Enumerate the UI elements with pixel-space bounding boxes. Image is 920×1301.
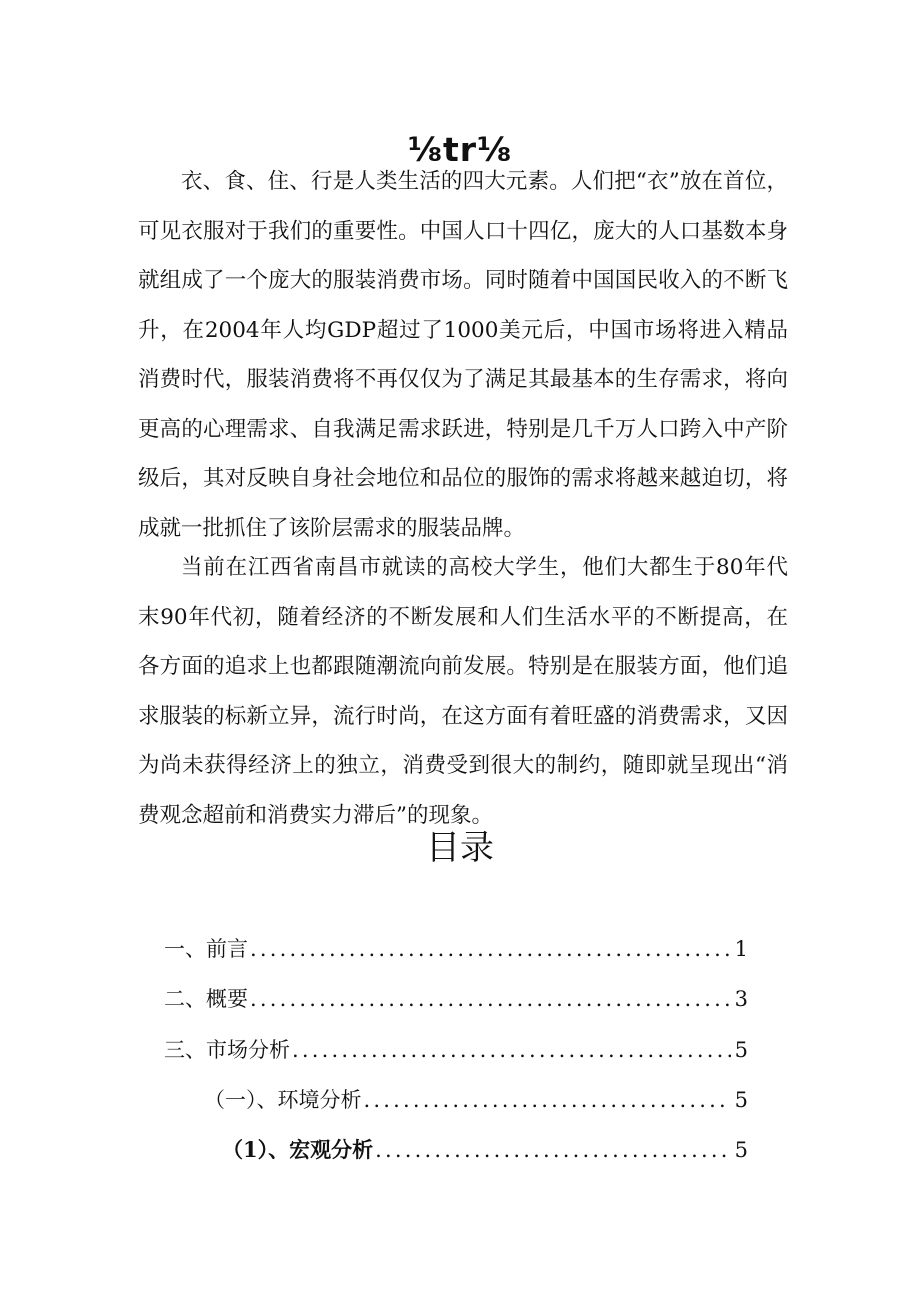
toc-entry-environment-analysis[interactable] — [204, 1083, 748, 1117]
toc-page-number: 1 — [734, 937, 748, 961]
toc-page-number: 5 — [734, 1088, 748, 1112]
page-title: ⅛tr⅛ — [407, 130, 513, 170]
intro-paragraph-1 — [138, 157, 788, 553]
toc-title: 目录 — [426, 828, 494, 868]
toc-entry-label: 一、前言 — [164, 937, 248, 961]
toc-dot-leader — [250, 932, 731, 966]
toc-page-number: 5 — [734, 1138, 748, 1162]
toc-entry-label: 二、概要 — [164, 987, 248, 1011]
toc-entry-macro-analysis[interactable] — [222, 1133, 748, 1167]
toc-entry-label: （1）、宏观分析 — [222, 1137, 374, 1162]
toc-dot-leader — [364, 1083, 731, 1117]
toc-entry-label: 三、市场分析 — [164, 1038, 290, 1062]
toc-entry-preface[interactable] — [164, 932, 748, 966]
toc-entry-label: （一）、环境分析 — [204, 1088, 362, 1112]
toc-page-number: 5 — [734, 1038, 748, 1062]
toc-page-number: 3 — [734, 987, 748, 1011]
toc-entry-market-analysis[interactable] — [164, 1033, 748, 1067]
toc-dot-leader — [250, 982, 731, 1016]
paragraph-text: 当前在江西省南昌市就读的高校大学生，他们大都生于80年代末90年代初，随着经济的不断发展和人们生活水平的不断提高，在各方面的追求上也都跟随潮流向前发展。特别是在服装方面，他们追求服装的标新立异，流行时尚，在这方面有着旺盛的消费需求，又因为尚未获得经济上的独立，消费受到很大的制约，随即就呈现出“消费观念超前和消费实力滞后”的现象。 — [138, 555, 788, 828]
paragraph-text: 衣、食、住、行是人类生活的四大元素。人们把“衣”放在首位，可见衣服对于我们的重要性。中国人口十四亿，庞大的人口基数本身就组成了一个庞大的服装消费市场。同时随着中国国民收入的不断飞升，在2004年人均GDP超过了1000美元后，中国市场将进入精品消费时代，服装消费将不再仅仅为了满足其最基本的生存需求，将向更高的心理需求、自我满足需求跃进，特别是几千万人口跨入中产阶级后，其对反映自身社会地位和品位的服饰的需求将越来越迫切，将成就一批抓住了该阶层需求的服装品牌。 — [138, 169, 788, 541]
intro-paragraph-2 — [138, 543, 788, 840]
toc-entry-summary[interactable] — [164, 982, 748, 1016]
toc-dot-leader — [292, 1033, 731, 1067]
toc-dot-leader — [375, 1133, 731, 1167]
